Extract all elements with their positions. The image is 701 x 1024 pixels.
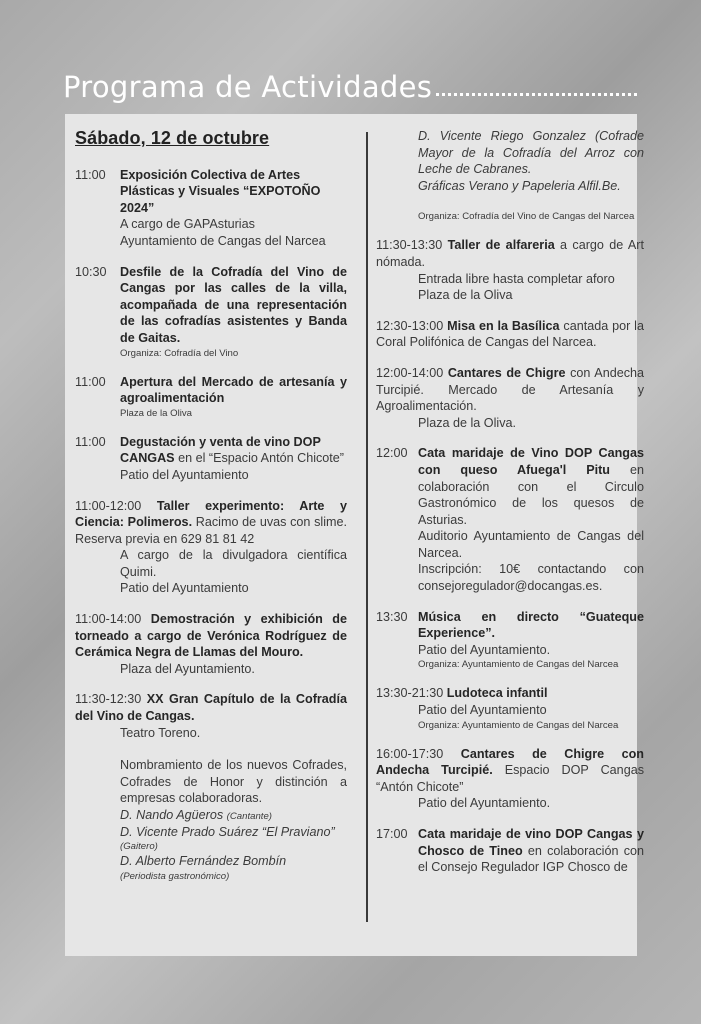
- event-time: 11:00-14:00: [75, 612, 142, 627]
- event-title: Taller experimento: Arte y Ciencia: Polimeros.: [75, 498, 347, 530]
- guest-name: D. Nando Agüeros: [120, 808, 224, 822]
- event-item: [376, 318, 644, 351]
- left-column: [75, 128, 347, 897]
- event-time: 12:00-14:00: [376, 365, 444, 380]
- event-item: [376, 826, 644, 876]
- guest-name: D. Alberto Fernández Bombín: [120, 854, 287, 869]
- event-place: Ayuntamiento de Cangas del Narcea: [120, 233, 326, 248]
- event-time: 11:00-12:00: [75, 498, 142, 513]
- event-detail: A cargo de GAPAsturias: [120, 217, 255, 232]
- event-item: [376, 237, 644, 303]
- event-organizer: Organiza: Cofradía del Vino de Cangas del Narcea: [418, 211, 635, 223]
- event-description: en colaboración con el Circulo Gastronómico de los quesos de Asturias.: [418, 462, 644, 527]
- event-title: Cata maridaje de vino DOP Cangas y Chosco de Tineo: [418, 827, 644, 858]
- event-title: XX Gran Capítulo de la Cofradía del Vino de Cangas.: [75, 692, 348, 724]
- event-place: Teatro Toreno.: [120, 725, 201, 740]
- event-organizer: Organiza: Ayuntamiento de Cangas del Narcea: [418, 659, 619, 671]
- guest-name: D. Vicente Prado Suárez “El Praviano”: [120, 824, 335, 839]
- guest-role: (Periodista gastronómico): [120, 870, 230, 882]
- event-title: Cantares de Chigre con Andecha Turcipié.: [376, 746, 645, 778]
- event-title: Ludoteca infantil: [446, 686, 548, 701]
- event-time: 10:30: [75, 264, 107, 279]
- event-item: [75, 264, 347, 360]
- event-place: Plaza del Ayuntamiento.: [120, 661, 255, 676]
- event-place: Patio del Ayuntamiento: [120, 467, 249, 482]
- event-time: 12:30-13:00: [376, 318, 444, 333]
- event-item: [75, 434, 347, 484]
- event-sponsors: Gráficas Verano y Papeleria Alfil.Be.: [418, 178, 621, 193]
- event-place: Plaza de la Oliva.: [418, 415, 517, 430]
- event-title: Cata maridaje de Vino DOP Cangas con queso Afuega'l Pitu: [418, 446, 644, 477]
- event-time: 11:00: [75, 434, 106, 449]
- page-title: Programa de Actividades: [63, 70, 433, 104]
- event-title: Exposición Colectiva de Artes Plásticas y Visuales “EXPOTOÑO 2024”: [120, 167, 321, 215]
- event-description: Nombramiento de los nuevos Cofrades, Cofrades de Honor y distinción a empresas colaboradoras.: [120, 758, 347, 806]
- event-title: Desfile de la Cofradía del Vino de Cangas por las calles de la villa, acompañada de una representación de las cofradías asistentes y Banda de Gaitas.: [120, 264, 347, 345]
- guest-role: (Cantante): [226, 811, 272, 822]
- event-item: [376, 365, 644, 431]
- event-title: Degustación y venta de vino DOP CANGAS: [120, 434, 321, 466]
- event-time: 16:00-17:30: [376, 746, 444, 761]
- event-item: [376, 746, 644, 812]
- event-description: con Andecha Turcipié. Mercado de Artesanía y Agroalimentación.: [376, 365, 645, 414]
- event-title: Cantares de Chigre: [447, 365, 566, 380]
- event-item: [376, 609, 644, 672]
- event-place: Plaza de la Oliva: [418, 288, 513, 303]
- event-place: Auditorio Ayuntamiento de Cangas del Narcea.: [418, 529, 644, 560]
- event-place: Plaza de la Oliva: [120, 407, 192, 419]
- day-heading: Sábado, 12 de octubre: [75, 128, 270, 148]
- event-time: 11:00: [75, 167, 106, 182]
- event-description: Racimo de uvas con slime. Reserva previa en 629 81 81 42: [75, 515, 347, 546]
- event-title: Música en directo “Guateque Experience”.: [418, 609, 644, 641]
- event-description: Espacio DOP Cangas “Antón Chicote”: [376, 763, 644, 794]
- event-description: a cargo de Art nómada.: [376, 238, 644, 269]
- guest-name: D. Vicente Riego Gonzalez (Cofrade Mayor de la Cofradía del Arroz con Leche de Cabranes.: [418, 129, 644, 177]
- event-item: [376, 445, 644, 594]
- event-item: [75, 167, 347, 250]
- event-time: 11:30-12:30: [75, 692, 142, 707]
- event-title: Misa en la Basílica: [447, 318, 560, 333]
- event-description: en el “Espacio Antón Chicote”: [174, 451, 344, 466]
- guest-role: (Gaitero): [120, 841, 158, 853]
- event-organizer: Organiza: Ayuntamiento de Cangas del Narcea: [418, 719, 619, 731]
- event-title: Taller de alfareria: [447, 238, 555, 253]
- event-item: [75, 611, 347, 677]
- right-column: [376, 128, 644, 890]
- event-place: Patio del Ayuntamiento.: [418, 642, 551, 657]
- title-dotted-rule: [436, 93, 637, 96]
- event-item: [75, 498, 347, 598]
- event-time: 11:00: [75, 374, 106, 389]
- event-place: Patio del Ayuntamiento: [120, 581, 249, 596]
- title-row: [63, 66, 637, 102]
- event-time: 11:30-13:30: [376, 238, 443, 253]
- event-description: cantada por la Coral Polifónica de Cangas del Narcea.: [376, 318, 644, 350]
- event-time: 17:00: [376, 827, 408, 841]
- event-time: 13:30: [376, 609, 408, 624]
- column-divider: [366, 132, 368, 922]
- event-time: 13:30-21:30: [376, 686, 444, 701]
- event-detail: A cargo de la divulgadora científica Quimi.: [120, 548, 347, 579]
- event-detail: Entrada libre hasta completar aforo: [418, 271, 615, 286]
- event-place: Patio del Ayuntamiento: [418, 703, 547, 718]
- event-item: [75, 691, 347, 882]
- event-organizer: Organiza: Cofradía del Vino: [120, 347, 239, 359]
- event-title: Demostración y exhibición de torneado a cargo de Verónica Rodríguez de Cerámica Negra de Llamas del Mouro.: [75, 612, 347, 660]
- event-registration: Inscripción: 10€ contactando con consejoregulador@docangas.es.: [418, 562, 644, 594]
- event-title: Apertura del Mercado de artesanía y agroalimentación: [120, 374, 347, 406]
- event-place: Patio del Ayuntamiento.: [418, 796, 551, 811]
- event-item: [376, 685, 644, 731]
- event-description: en colaboración con el Consejo Regulador IGP Chosco de: [418, 843, 644, 875]
- event-item: [75, 374, 347, 420]
- event-time: 12:00: [376, 446, 408, 461]
